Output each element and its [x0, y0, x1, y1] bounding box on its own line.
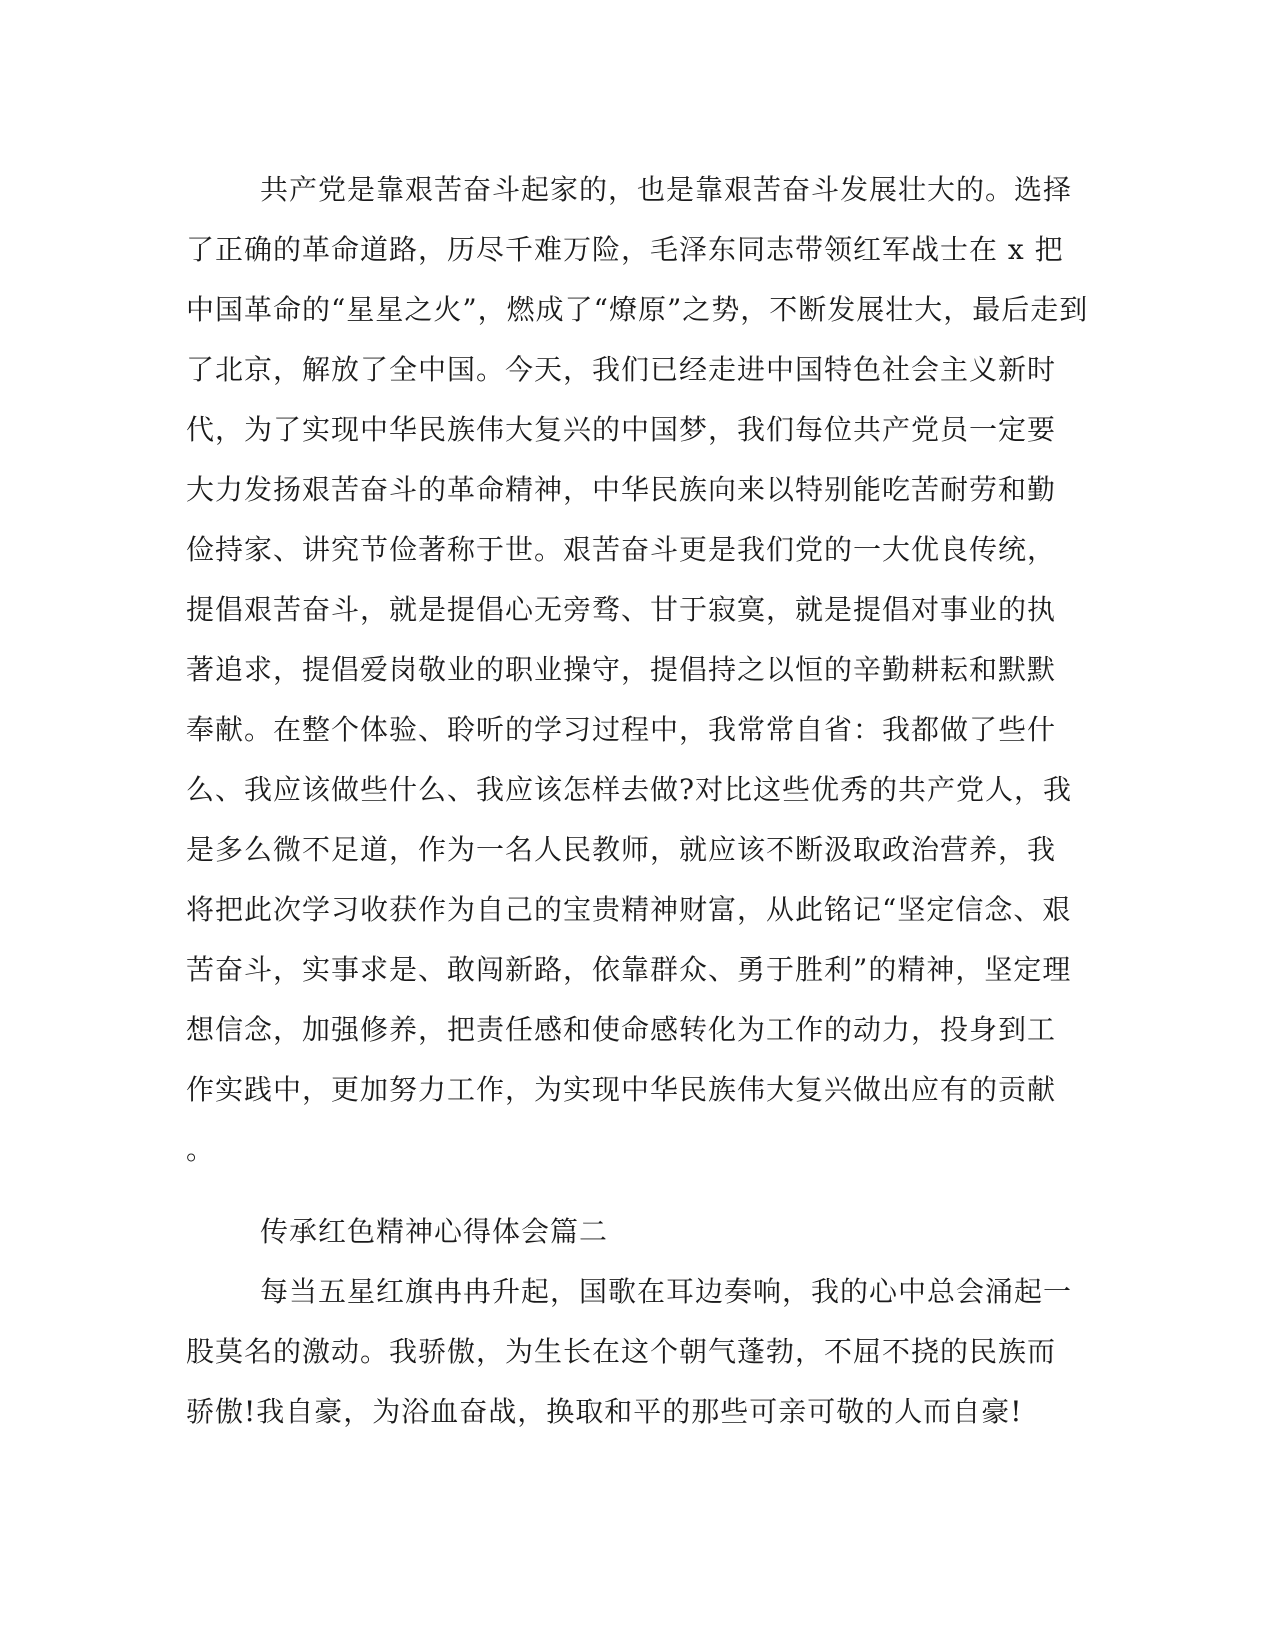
paragraph-line: 俭持家、讲究节俭著称于世。艰苦奋斗更是我们党的一大优良传统， [186, 533, 1057, 566]
paragraph-line: 是多么微不足道，作为一名人民教师，就应该不断汲取政治营养，我 [186, 833, 1057, 866]
paragraph-line: 著追求，提倡爱岗敬业的职业操守，提倡持之以恒的辛勤耕耘和默默 [186, 653, 1057, 686]
paragraph-2 [186, 1262, 1086, 1442]
paragraph-line: 中国革命的“星星之火”，燃成了“燎原”之势，不断发展壮大，最后走到 [186, 293, 1089, 326]
paragraph-line: 每当五星红旗冉冉升起，国歌在耳边奏响，我的心中总会涌起一 [260, 1275, 1073, 1308]
paragraph-line: 么、我应该做些什么、我应该怎样去做?对比这些优秀的共产党人，我 [186, 773, 1073, 806]
paragraph-line: 了正确的革命道路，历尽千难万险，毛泽东同志带领红军战士在 x 把 [186, 233, 1064, 266]
paragraph-line: 奉献。在整个体验、聆听的学习过程中，我常常自省：我都做了些什 [186, 713, 1057, 746]
section-heading: 传承红色精神心得体会篇二 [260, 1215, 609, 1248]
paragraph-line: 提倡艰苦奋斗，就是提倡心无旁骛、甘于寂寞，就是提倡对事业的执 [186, 593, 1057, 626]
paragraph-line: 大力发扬艰苦奋斗的革命精神，中华民族向来以特别能吃苦耐劳和勤 [186, 473, 1057, 506]
paragraph-line: 股莫名的激动。我骄傲，为生长在这个朝气蓬勃，不屈不挠的民族而 [186, 1335, 1057, 1368]
paragraph-line: 苦奋斗，实事求是、敢闯新路，依靠群众、勇于胜利”的精神，坚定理 [186, 953, 1072, 986]
paragraph-line: 将把此次学习收获作为自己的宝贵精神财富，从此铭记“坚定信念、艰 [186, 893, 1072, 926]
paragraph-1 [186, 160, 1089, 1180]
paragraph-line: 骄傲!我自豪，为浴血奋战，换取和平的那些可亲可敬的人而自豪! [186, 1395, 1023, 1428]
paragraph-line: 作实践中，更加努力工作，为实现中华民族伟大复兴做出应有的贡献 [186, 1073, 1057, 1106]
section-heading-block [186, 1202, 1086, 1262]
paragraph-line: 代，为了实现中华民族伟大复兴的中国梦，我们每位共产党员一定要 [186, 413, 1057, 446]
paragraph-line: 共产党是靠艰苦奋斗起家的，也是靠艰苦奋斗发展壮大的。选择 [260, 173, 1073, 206]
paragraph-line: 想信念，加强修养，把责任感和使命感转化为工作的动力，投身到工 [186, 1013, 1057, 1046]
paragraph-line: 了北京，解放了全中国。今天，我们已经走进中国特色社会主义新时 [186, 353, 1057, 386]
paragraph-line: 。 [186, 1133, 216, 1166]
